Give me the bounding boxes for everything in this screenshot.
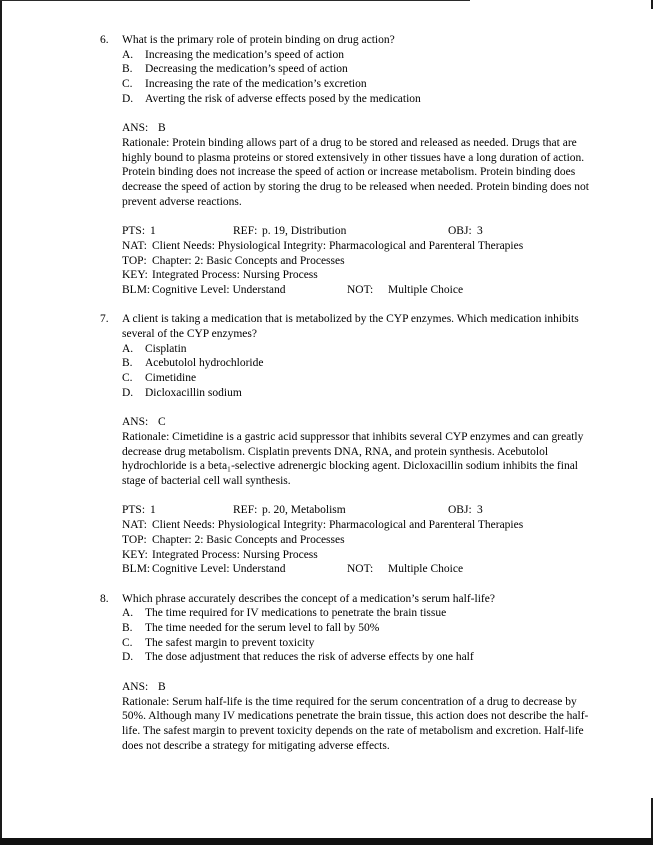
option-letter: D.	[122, 386, 134, 399]
ref-label: REF:	[233, 504, 258, 517]
option-text: Acebutolol hydrochloride	[145, 357, 264, 370]
key-label: KEY:	[122, 269, 148, 282]
option-letter: A.	[122, 342, 134, 355]
nat-row	[122, 239, 595, 254]
scan-edge-left	[0, 0, 2, 845]
pts-value: 1	[150, 504, 156, 517]
nat-value: Client Needs: Physiological Integrity: Pharmacological and Parenteral Therapies	[152, 239, 524, 252]
answer-option	[122, 342, 595, 357]
key-label: KEY:	[122, 548, 148, 561]
pts-ref-obj-row	[122, 503, 595, 518]
pts-label: PTS:	[122, 504, 146, 517]
option-letter: B.	[122, 357, 133, 370]
top-label: TOP:	[122, 533, 147, 546]
question-7	[100, 312, 595, 577]
not-value: Multiple Choice	[388, 563, 464, 576]
question-stem: Which phrase accurately describes the concept of a medication’s serum half-life?	[122, 592, 495, 605]
blm-row	[122, 283, 595, 298]
option-text: Dicloxacillin sodium	[145, 386, 242, 399]
option-text: The dose adjustment that reduces the risk of adverse effects by one half	[145, 651, 474, 664]
not-label: NOT:	[347, 283, 374, 296]
answer-value: C	[158, 416, 166, 429]
option-letter: C.	[122, 78, 133, 91]
question-stem: What is the primary role of protein binding on drug action?	[122, 34, 395, 46]
question-number: 8.	[100, 592, 109, 605]
option-letter: A.	[122, 48, 134, 61]
blm-label: BLM:	[122, 283, 151, 296]
option-letter: A.	[122, 607, 134, 620]
blm-label: BLM:	[122, 563, 151, 576]
answer-option	[122, 77, 595, 92]
option-letter: C.	[122, 636, 133, 649]
key-row	[122, 268, 595, 283]
rationale: Rationale: Cimetidine is a gastric acid suppressor that inhibits several CYP enzymes and can greatly decrease drug metabolism. Cisplatin prevents DNA, RNA, and protein synthesis. Acebutolol hydrochloride is a beta₁-selective adrenergic blocking agent. Dicloxacillin sodium inhibits the final stage of bacterial cell wall synthesis.	[122, 430, 584, 488]
pts-ref-obj-row	[122, 224, 595, 239]
option-text: The time needed for the serum level to fall by 50%	[145, 622, 380, 635]
option-letter: B.	[122, 622, 133, 635]
obj-label: OBJ:	[448, 504, 472, 517]
option-letter: C.	[122, 372, 133, 385]
answer-option	[122, 62, 595, 77]
question-stem: A client is taking a medication that is metabolized by the CYP enzymes. Which medication inhibits several of the CYP enzymes?	[122, 313, 579, 341]
answer-option	[122, 650, 595, 665]
answer-line	[122, 415, 595, 430]
nat-label: NAT:	[122, 239, 147, 252]
option-text: Cimetidine	[145, 372, 197, 385]
top-row	[122, 533, 595, 548]
answer-line	[122, 121, 595, 136]
option-text: The time required for IV medications to penetrate the brain tissue	[145, 607, 447, 620]
option-text: The safest margin to prevent toxicity	[145, 636, 315, 649]
question-metadata	[122, 224, 595, 298]
obj-value: 3	[477, 225, 483, 238]
option-letter: D.	[122, 651, 134, 664]
answer-option	[122, 621, 595, 636]
question-number: 6.	[100, 34, 109, 46]
answer-value: B	[158, 680, 166, 693]
answer-label: ANS:	[122, 122, 149, 135]
rationale: Rationale: Serum half-life is the time required for the serum concentration of a drug to decrease by 50%. Although many IV medications penetrate the brain tissue, this action does not describe the half-life. The safest margin to prevent toxicity depends on the rate of metabolism and excretion. Half-life does not describe a strategy for mitigating adverse effects.	[122, 695, 589, 752]
key-value: Integrated Process: Nursing Process	[152, 269, 318, 282]
option-letter: D.	[122, 92, 134, 105]
answer-option	[122, 92, 595, 107]
ref-value: p. 19, Distribution	[262, 225, 347, 238]
top-value: Chapter: 2: Basic Concepts and Processes	[152, 533, 345, 546]
answer-label: ANS:	[122, 416, 149, 429]
blm-row	[122, 562, 595, 577]
option-text: Increasing the medication’s speed of action	[145, 48, 344, 61]
answer-option	[122, 386, 595, 401]
option-text: Averting the risk of adverse effects posed by the medication	[145, 92, 421, 105]
scan-edge-bottom	[0, 838, 653, 845]
option-text: Cisplatin	[145, 342, 187, 355]
obj-label: OBJ:	[448, 225, 472, 238]
question-metadata	[122, 503, 595, 577]
not-label: NOT:	[347, 563, 374, 576]
pts-label: PTS:	[122, 225, 146, 238]
question-6	[100, 33, 595, 298]
not-value: Multiple Choice	[388, 283, 464, 296]
scan-edge-top	[0, 0, 470, 1]
answer-option	[122, 636, 595, 651]
blm-value: Cognitive Level: Understand	[152, 283, 286, 296]
option-text: Decreasing the medication’s speed of action	[145, 63, 348, 76]
answer-label: ANS:	[122, 680, 149, 693]
pts-value: 1	[150, 225, 156, 238]
ref-value: p. 20, Metabolism	[262, 504, 346, 517]
nat-row	[122, 518, 595, 533]
obj-value: 3	[477, 504, 483, 517]
top-label: TOP:	[122, 254, 147, 267]
question-8	[100, 592, 595, 754]
question-number: 7.	[100, 313, 109, 326]
option-text: Increasing the rate of the medication’s excretion	[145, 78, 367, 91]
top-row	[122, 254, 595, 269]
key-row	[122, 548, 595, 563]
top-value: Chapter: 2: Basic Concepts and Processes	[152, 254, 345, 267]
ref-label: REF:	[233, 225, 258, 238]
rationale: Rationale: Protein binding allows part of a drug to be stored and released as needed. Drugs that are highly bound to plasma proteins or stored extensively in other tissues have a long duration of action. Protein binding does not increase the speed of action or increase metabolism. Protein binding does decrease the speed of action by storing the drug to be released when needed. Protein binding does not prevent adverse reactions.	[122, 136, 589, 208]
nat-value: Client Needs: Physiological Integrity: Pharmacological and Parenteral Therapies	[152, 519, 524, 532]
option-letter: B.	[122, 63, 133, 76]
answer-value: B	[158, 122, 166, 135]
answer-option	[122, 356, 595, 371]
answer-line	[122, 680, 595, 695]
answer-option	[122, 48, 595, 63]
blm-value: Cognitive Level: Understand	[152, 563, 286, 576]
answer-option	[122, 606, 595, 621]
answer-option	[122, 371, 595, 386]
key-value: Integrated Process: Nursing Process	[152, 548, 318, 561]
nat-label: NAT:	[122, 519, 147, 532]
document-page	[100, 33, 595, 753]
